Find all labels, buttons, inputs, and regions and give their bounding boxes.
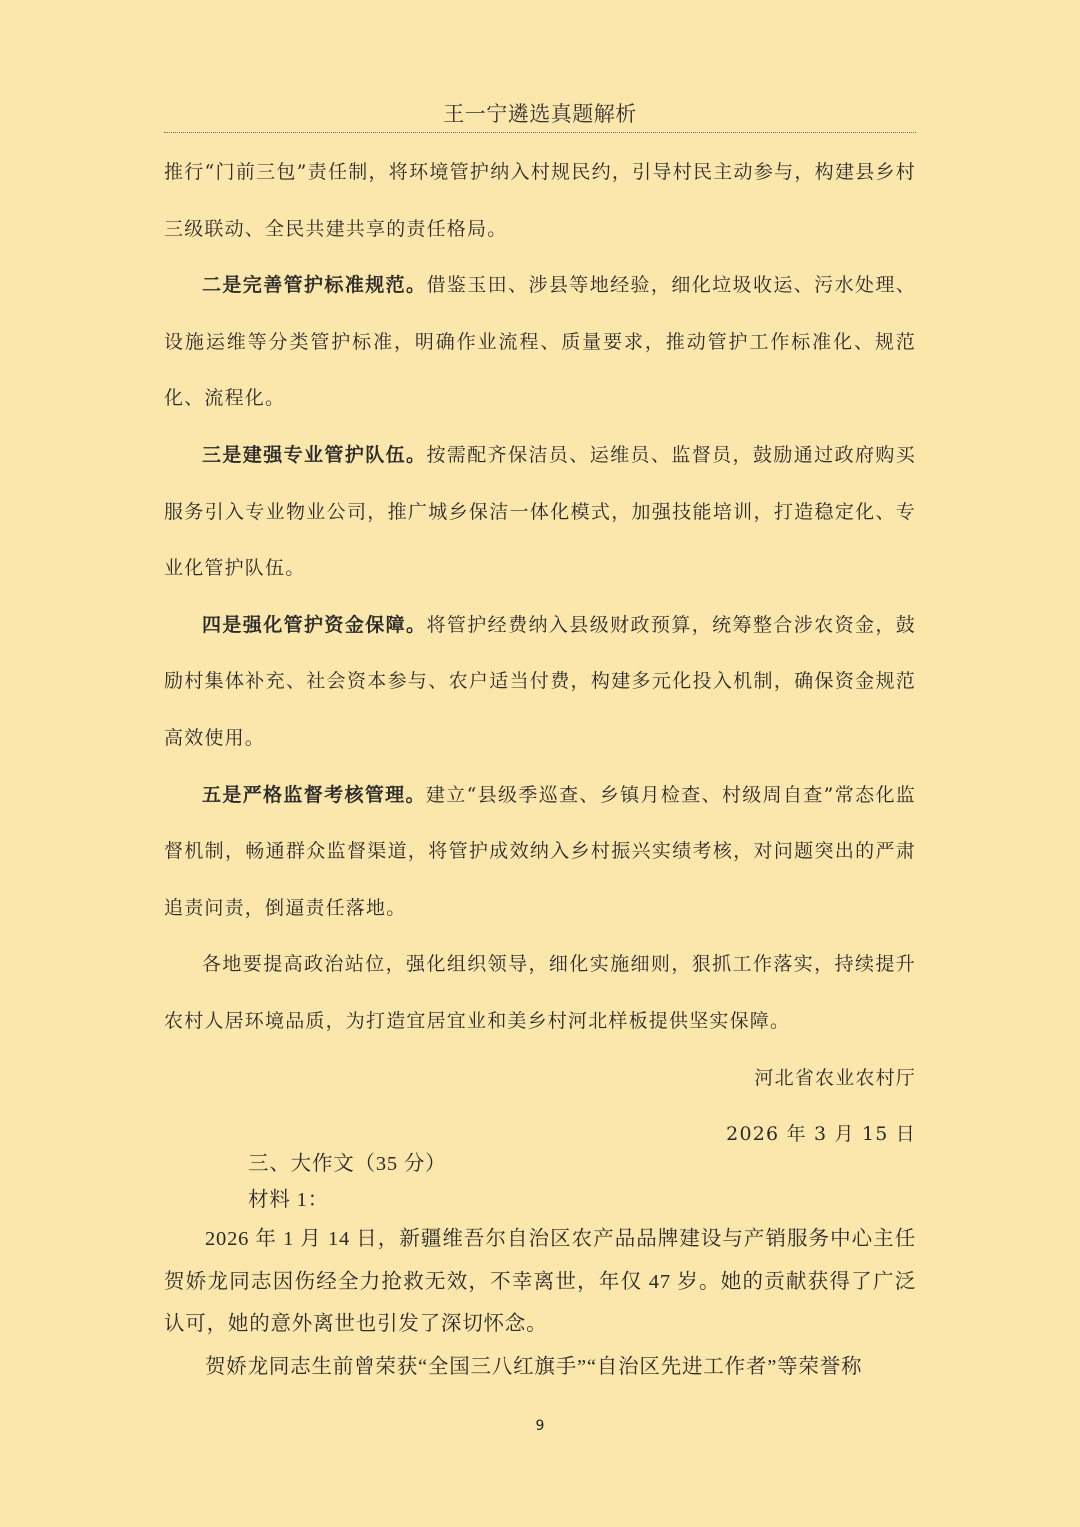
closing-paragraph: 各地要提高政治站位，强化组织领导，细化实施细则，狠抓工作落实，持续提升农村人居环境品质，为打造宜居宜业和美乡村河北样板提供坚实保障。 — [164, 953, 916, 1032]
point-lead-5: 五是严格监督考核管理。 — [202, 783, 426, 806]
point-text-2: 借鉴玉田、涉县等地经验，细化垃圾收运、污水处理、设施运维等分类管护标准，明确作业流程、质量要求，推动管护工作标准化、规范化、流程化。 — [164, 274, 916, 410]
essay-section — [164, 1146, 916, 1388]
page-number: 9 — [535, 1418, 545, 1434]
point-lead-2: 二是完善管护标准规范。 — [202, 274, 427, 297]
point-paragraph-3 — [164, 427, 916, 597]
material-paragraph-1: 2026 年 1 月 14 日，新疆维吾尔自治区农产品品牌建设与产销服务中心主任贺娇龙同志因伤经全力抢救无效，不幸离世，年仅 47 岁。她的贡献获得了广泛认可，她的意外离世也引发了深切怀念。 — [164, 1228, 916, 1335]
header-divider — [164, 132, 916, 133]
point-paragraph-5 — [164, 767, 916, 937]
point-text-4: 将管护经费纳入县级财政预算，统筹整合涉农资金，鼓励村集体补充、社会资本参与、农户适当付费，构建多元化投入机制，确保资金规范高效使用。 — [164, 613, 916, 749]
point-lead-4: 四是强化管护资金保障。 — [202, 613, 427, 636]
material-paragraph-2: 贺娇龙同志生前曾荣获“全国三八红旗手”“自治区先进工作者”等荣誉称 — [205, 1355, 863, 1378]
issue-date: 2026 年 3 月 15 日 — [726, 1123, 916, 1146]
essay-section-title: 三、大作文（35 分） — [248, 1153, 447, 1175]
point-text-3: 按需配齐保洁员、运维员、监督员，鼓励通过政府购买服务引入专业物业公司，推广城乡保洁一体化模式，加强技能培训，打造稳定化、专业化管护队伍。 — [164, 443, 916, 580]
material-label: 材料 1： — [248, 1189, 329, 1211]
point-paragraph-4 — [164, 597, 916, 767]
page-header-title: 王一宁遴选真题解析 — [443, 102, 637, 126]
point-paragraph-2 — [164, 257, 916, 427]
continuation-paragraph: 推行“门前三包”责任制，将环境管护纳入村规民约，引导村民主动参与，构建县乡村三级联动、全民共建共享的责任格局。 — [164, 161, 916, 240]
issuer-signature: 河北省农业农村厅 — [754, 1066, 916, 1089]
point-lead-3: 三是建强专业管护队伍。 — [202, 443, 427, 466]
point-text-5: 建立“县级季巡查、乡镇月检查、村级周自查”常态化监督机制，畅通群众监督渠道，将管护成效纳入乡村振兴实绩考核，对问题突出的严肃追责问责，倒逼责任落地。 — [164, 783, 916, 919]
notice-body — [164, 144, 916, 1163]
